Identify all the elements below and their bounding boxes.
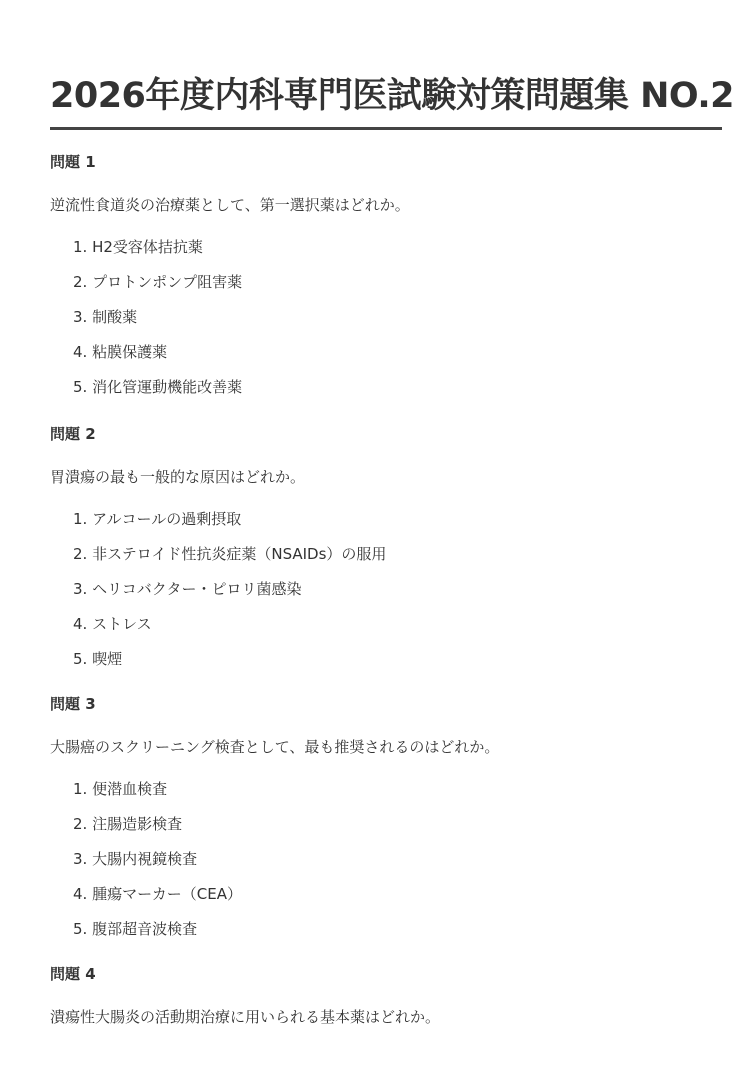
question-text: 大腸癌のスクリーニング検査として、最も推奨されるのはどれか。 <box>50 738 500 756</box>
choice-label: 腹部超音波検査 <box>92 920 198 938</box>
choice-number: 5. <box>73 920 88 938</box>
choice-number: 2. <box>73 273 88 291</box>
question-heading: 問題 4 <box>50 965 96 983</box>
answer-choices <box>50 509 722 669</box>
question-text: 逆流性食道炎の治療薬として、第一選択薬はどれか。 <box>50 196 410 214</box>
choice-label: 制酸薬 <box>92 308 138 326</box>
choice-number: 1. <box>73 238 88 256</box>
choice-label: ヘリコバクター・ピロリ菌感染 <box>92 580 302 598</box>
question-2 <box>50 424 722 669</box>
choice-number: 3. <box>73 308 88 326</box>
answer-choice <box>73 849 722 869</box>
choice-number: 3. <box>73 580 88 598</box>
choice-number: 5. <box>73 650 88 668</box>
choice-label: 腫瘍マーカー（CEA） <box>92 885 243 903</box>
answer-choice <box>73 884 722 904</box>
answer-choice <box>73 814 722 834</box>
question-heading: 問題 3 <box>50 695 96 713</box>
choice-label: 喫煙 <box>92 650 123 668</box>
answer-choice <box>73 377 722 397</box>
choice-label: 粘膜保護薬 <box>92 343 168 361</box>
answer-choices <box>50 779 722 939</box>
choice-number: 1. <box>73 780 88 798</box>
answer-choice <box>73 779 722 799</box>
question-1 <box>50 152 722 397</box>
choice-number: 4. <box>73 615 88 633</box>
choice-label: 注腸造影検査 <box>92 815 183 833</box>
question-4 <box>50 964 722 1027</box>
answer-choice <box>73 579 722 599</box>
choice-number: 1. <box>73 510 88 528</box>
choice-label: 消化管運動機能改善薬 <box>92 378 243 396</box>
answer-choice <box>73 649 722 669</box>
question-heading: 問題 2 <box>50 425 96 443</box>
answer-choice <box>73 342 722 362</box>
choice-number: 3. <box>73 850 88 868</box>
answer-choices <box>50 237 722 397</box>
answer-choice <box>73 544 722 564</box>
choice-label: 便潜血検査 <box>92 780 168 798</box>
answer-choice <box>73 307 722 327</box>
choice-label: アルコールの過剰摂取 <box>92 510 242 528</box>
title-block <box>50 0 735 130</box>
choice-number: 4. <box>73 343 88 361</box>
answer-choice <box>73 237 722 257</box>
question-text: 胃潰瘍の最も一般的な原因はどれか。 <box>50 468 306 486</box>
choice-label: 大腸内視鏡検査 <box>92 850 198 868</box>
document-title: 2026年度内科専門医試験対策問題集 NO.2 <box>50 76 735 116</box>
choice-label: ストレス <box>92 615 152 633</box>
choice-label: 非ステロイド性抗炎症薬（NSAIDs）の服用 <box>92 545 387 563</box>
answer-choice <box>73 919 722 939</box>
question-text: 潰瘍性大腸炎の活動期治療に用いられる基本薬はどれか。 <box>50 1008 441 1026</box>
title-divider <box>50 127 722 130</box>
choice-number: 5. <box>73 378 88 396</box>
choice-label: プロトンポンプ阻害薬 <box>92 273 243 291</box>
choice-number: 2. <box>73 545 88 563</box>
choice-number: 4. <box>73 885 88 903</box>
answer-choice <box>73 272 722 292</box>
answer-choice <box>73 509 722 529</box>
question-3 <box>50 694 722 939</box>
answer-choice <box>73 614 722 634</box>
choice-number: 2. <box>73 815 88 833</box>
choice-label: H2受容体拮抗薬 <box>92 238 203 256</box>
question-heading: 問題 1 <box>50 153 96 171</box>
